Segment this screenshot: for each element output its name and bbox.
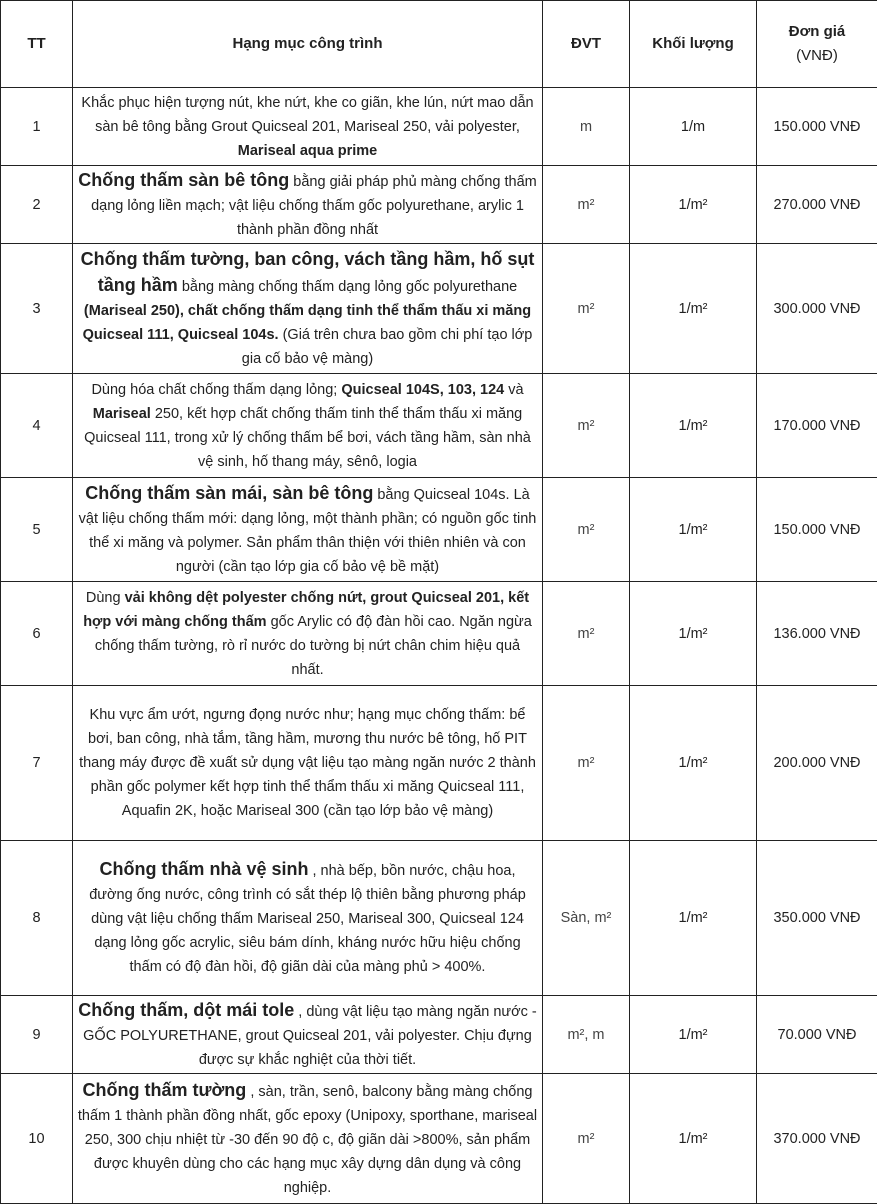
description-segment: Khắc phục hiện tượng nút, khe nứt, khe co giãn, khe lún, nứt mao dẫn sàn bê tông bằng Grout Quicseal 201, Mariseal 250, vải polyester, [81,95,533,135]
description-segment: vải không dệt polyester chống nứt, grout Quicseal 201, kết hợp với màng chống thấm [83,590,529,630]
row-quantity: 1/m² [630,996,757,1074]
row-unit: m² [543,1074,630,1204]
description-segment: Dùng [86,590,125,606]
description-segment: Chống thấm sàn mái, sàn bê tông [85,483,373,503]
row-description [73,244,543,374]
description-segment: bằng màng chống thấm dạng lỏng gốc polyurethane [178,279,517,295]
table-row [1,478,877,582]
table-row [1,1074,877,1204]
row-price: 150.000 VNĐ [757,478,877,582]
row-number: 10 [1,1074,73,1204]
description-segment: Khu vực ẩm ướt, ngưng đọng nước như; hạng mục chống thấm: bể bơi, ban công, nhà tắm, tầng hầm, mương thu nước bê tông, hố PIT thang máy được đề xuất sử dụng vật liệu tạo màng ngăn nước 2 thành phần gốc polymer kết hợp tinh thể thẩm thấu xi măng Quicseal 111, Aquafin 2K, hoặc Mariseal 300 (cần tạo lớp bảo vệ màng) [79,707,536,819]
description-segment: Chống thấm nhà vệ sinh [99,859,308,879]
row-description [73,166,543,244]
row-quantity: 1/m² [630,478,757,582]
row-number: 2 [1,166,73,244]
description-segment: 250, kết hợp chất chống thấm tinh thể thẩm thấu xi măng Quicseal 111, trong xử lý chống thấm bể bơi, vách tầng hầm, sàn nhà vệ sinh, hố thang máy, sênô, logia [84,406,531,470]
row-unit: m [543,88,630,166]
description-segment: , dùng vật liệu tạo màng ngăn nước - GỐC POLYURETHANE, grout Quicseal 201, vải polyester. Chịu đựng được sự khắc nghiệt của thời tiết. [83,1004,537,1068]
header-unit: ĐVT [543,1,630,88]
row-description [73,478,543,582]
row-unit: m² [543,244,630,374]
row-price: 150.000 VNĐ [757,88,877,166]
table-row [1,166,877,244]
description-segment: Mariseal aqua prime [238,143,377,159]
row-price: 350.000 VNĐ [757,841,877,996]
description-segment: gốc Arylic có độ đàn hồi cao. Ngăn ngừa chống thấm tường, rò rỉ nước do tường bị nứt chân chim hiệu quả nhất. [95,614,532,678]
table-row [1,244,877,374]
row-description [73,1074,543,1204]
description-segment: Chống thấm tường [83,1080,247,1100]
description-segment: Dùng hóa chất chống thấm dạng lỏng; [91,382,341,398]
row-description [73,374,543,478]
row-price: 370.000 VNĐ [757,1074,877,1204]
description-segment: (Giá trên chưa bao gồm chi phí tạo lớp gia cố bảo vệ màng) [242,327,533,367]
description-segment: và [504,382,523,398]
row-number: 1 [1,88,73,166]
description-segment: (Mariseal 250), chất chống thấm dạng tinh thể thẩm thấu xi măng Quicseal 111, Quicseal 104s. [83,303,531,343]
description-segment: , sàn, trần, senô, balcony bằng màng chống thấm 1 thành phần đồng nhất, gốc epoxy (Unipoxy, sporthane, mariseal 250, 300 chịu nhiệt từ -30 đến 90 độ c, độ giãn dài >800%, sản phẩm được khuyên dùng cho các hạng mục xây dựng dân dụng và công nghiệp. [78,1084,537,1196]
row-number: 6 [1,582,73,686]
header-item: Hạng mục công trình [73,1,543,88]
description-segment: , nhà bếp, bồn nước, chậu hoa, đường ống nước, công trình có sắt thép lộ thiên bằng phương pháp dùng vật liệu chống thấm Mariseal 250, Mariseal 300, Quicseal 124 dạng lỏng gốc acrylic, siêu bám dính, kháng nước hữu hiệu chống thấm có độ đàn hồi, độ giãn dài của màng phủ > 400%. [89,863,526,975]
row-unit: m² [543,374,630,478]
description-segment: bằng Quicseal 104s. Là vật liệu chống thấm mới: dạng lỏng, một thành phần; có nguồn gốc tinh thể xi măng và polymer. Sản phẩm thân thiện với thiên nhiên và con người (cần tạo lớp gia cố bảo vệ bề mặt) [79,487,537,575]
row-unit: m² [543,686,630,841]
row-description [73,582,543,686]
row-price: 136.000 VNĐ [757,582,877,686]
row-number: 8 [1,841,73,996]
row-description [73,686,543,841]
row-number: 4 [1,374,73,478]
row-unit: m² [543,166,630,244]
row-unit: m² [543,582,630,686]
header-price: Đơn giá (VNĐ) [757,1,877,88]
table-row [1,686,877,841]
table-row [1,88,877,166]
description-segment: Chống thấm tường, ban công, vách tầng hầm, hố sụt tầng hầm [81,249,535,295]
table-row [1,374,877,478]
row-unit: m², m [543,996,630,1074]
row-quantity: 1/m² [630,582,757,686]
table-row [1,841,877,996]
header-qty: Khối lượng [630,1,757,88]
row-unit: Sàn, m² [543,841,630,996]
row-price: 270.000 VNĐ [757,166,877,244]
row-price: 170.000 VNĐ [757,374,877,478]
description-segment: Mariseal [93,406,151,422]
row-price: 70.000 VNĐ [757,996,877,1074]
table-row [1,996,877,1074]
row-quantity: 1/m² [630,374,757,478]
row-quantity: 1/m [630,88,757,166]
description-segment: Chống thấm sàn bê tông [78,170,289,190]
row-number: 5 [1,478,73,582]
row-quantity: 1/m² [630,686,757,841]
description-segment: bằng giải pháp phủ màng chống thấm dạng lỏng liền mạch; vật liệu chống thấm gốc polyurethane, arylic 1 thành phần đồng nhất [91,174,537,238]
row-description [73,996,543,1074]
row-description [73,841,543,996]
header-row [1,1,877,88]
row-quantity: 1/m² [630,1074,757,1204]
table-row [1,582,877,686]
row-quantity: 1/m² [630,166,757,244]
row-quantity: 1/m² [630,244,757,374]
row-number: 3 [1,244,73,374]
row-price: 300.000 VNĐ [757,244,877,374]
row-number: 7 [1,686,73,841]
header-tt: TT [1,1,73,88]
description-segment: Chống thấm, dột mái tole [78,1000,294,1020]
row-description [73,88,543,166]
row-unit: m² [543,478,630,582]
description-segment: Quicseal 104S, 103, 124 [341,382,504,398]
row-price: 200.000 VNĐ [757,686,877,841]
row-number: 9 [1,996,73,1074]
row-quantity: 1/m² [630,841,757,996]
